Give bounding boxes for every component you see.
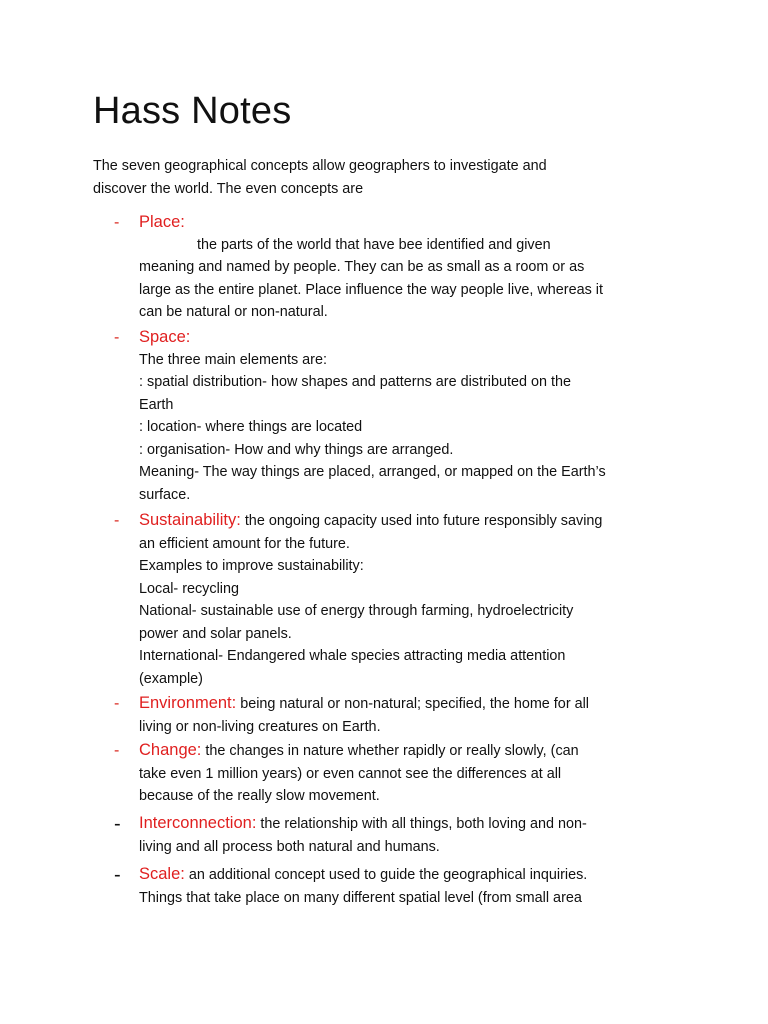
concept-text-line: being natural or non-natural; specified, the home for all [240, 696, 590, 712]
bullet-dash: - [114, 214, 120, 231]
concept-text-line: an additional concept used to guide the geographical inquiries. [188, 867, 588, 883]
concept-text-line: Meaning- The way things are placed, arranged, or mapped on the Earth’s [139, 464, 606, 480]
concept-text-line: meaning and named by people. They can be as small as a room or as [139, 259, 585, 275]
concept-text-line: The three main elements are: [139, 351, 327, 368]
concept-text-line: large as the entire planet. Place influence the way people live, whereas it [139, 281, 603, 298]
bullet-dash: - [114, 742, 120, 759]
concept-heading: Sustainability: [139, 511, 241, 529]
concept-text-line: Examples to improve sustainability: [139, 558, 364, 574]
bullet-dash: - [114, 512, 120, 529]
concept-text-line: : location- where things are located [139, 419, 363, 435]
concept-text-line: an efficient amount for the future. [139, 535, 350, 552]
concept-text-line: living or non-living creatures on Earth. [139, 718, 381, 735]
intro-paragraph [93, 155, 693, 200]
concept-heading: Interconnection: [139, 814, 257, 832]
concept-text-line: living and all process both natural and humans. [139, 838, 440, 855]
concept-heading: Place: [139, 213, 185, 231]
concept-heading: Change: [139, 741, 202, 759]
concept-text-line: (example) [139, 670, 203, 687]
intro-line: The seven geographical concepts allow geographers to investigate and [93, 158, 547, 174]
bullet-dash: - [114, 864, 121, 886]
concept-heading: Environment: [139, 694, 237, 712]
concept-text-line: the relationship with all things, both loving and non- [260, 816, 587, 832]
intro-line: discover the world. The even concepts are [93, 180, 364, 197]
concept-text-line: because of the really slow movement. [139, 788, 380, 804]
concept-text-line: : organisation- How and why things are arranged. [139, 441, 454, 458]
concept-text-line: International- Endangered whale species attracting media attention [139, 648, 566, 664]
bullet-dash: - [114, 813, 121, 835]
concept-text-line: the ongoing capacity used into future responsibly saving [244, 513, 603, 529]
concept-text-line: the parts of the world that have bee identified and given [197, 236, 551, 253]
concept-text-line: Local- recycling [139, 580, 239, 597]
concept-text-line: Things that take place on many different spatial level (from small area [139, 889, 582, 906]
concept-text-line: Earth [139, 396, 174, 413]
concept-heading: Space: [139, 328, 191, 346]
bullet-dash: - [114, 695, 120, 712]
page-title: Hass Notes [93, 90, 292, 132]
concept-text-line: National- sustainable use of energy through farming, hydroelectricity [139, 603, 574, 619]
concept-text-line: power and solar panels. [139, 625, 292, 642]
concept-text-line: : spatial distribution- how shapes and patterns are distributed on the [139, 374, 571, 390]
concept-heading: Scale: [139, 865, 185, 883]
bullet-dash: - [114, 329, 120, 346]
concept-text-line: take even 1 million years) or even cannot see the differences at all [139, 765, 562, 782]
concept-text-line: surface. [139, 486, 191, 503]
concept-text-line: can be natural or non-natural. [139, 304, 328, 320]
concept-text-line: the changes in nature whether rapidly or really slowly, (can [205, 743, 579, 759]
